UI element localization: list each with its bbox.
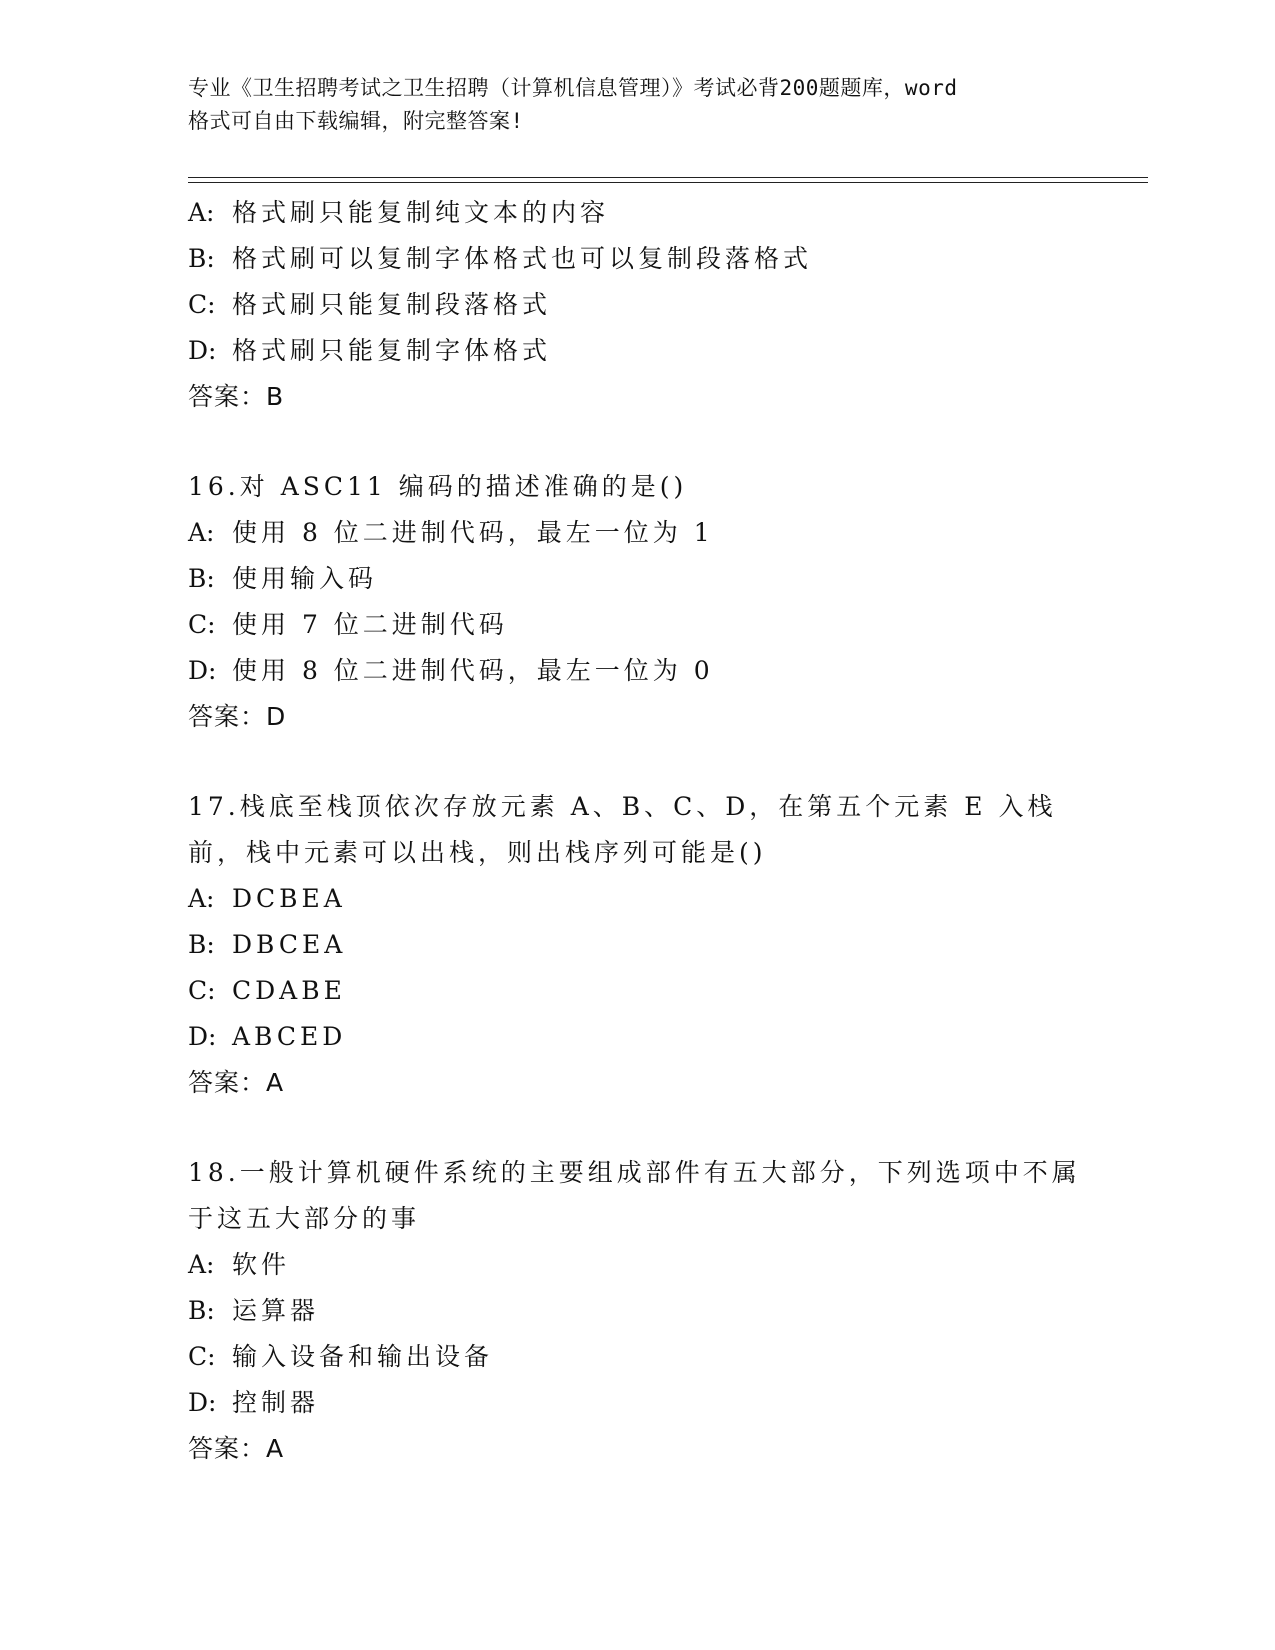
question-15-continued: [188, 190, 1088, 420]
option-letter: C:: [188, 290, 216, 319]
option-text: 软件: [232, 1250, 291, 1279]
option-text: 格式刷只能复制纯文本的内容: [232, 198, 610, 227]
option-letter: D:: [188, 1388, 217, 1417]
option-letter: B:: [188, 244, 215, 273]
option-text: 使用输入码: [232, 564, 378, 593]
question-16: [188, 464, 1088, 740]
option-b: [188, 236, 1088, 282]
option-text: 格式刷可以复制字体格式也可以复制段落格式: [232, 244, 813, 273]
option-letter: B:: [188, 1296, 215, 1325]
answer-line: 答案：D: [188, 702, 287, 731]
option-text: 格式刷只能复制段落格式: [232, 290, 552, 319]
option-text: 使用 7 位二进制代码: [232, 610, 508, 639]
option-letter: D:: [188, 656, 217, 685]
option-text: 使用 8 位二进制代码，最左一位为 0: [232, 656, 714, 685]
option-letter: C:: [188, 1342, 216, 1371]
option-d: [188, 1014, 1088, 1060]
option-c: [188, 282, 1088, 328]
question-list: [188, 190, 1088, 1472]
option-text: DBCEA: [232, 930, 347, 959]
option-b: [188, 1288, 1088, 1334]
header-rule-top: [188, 177, 1148, 178]
option-text: ABCED: [232, 1022, 347, 1051]
answer-line: 答案：A: [188, 1434, 285, 1463]
option-letter: C:: [188, 976, 216, 1005]
option-b: [188, 556, 1088, 602]
header-line-1: 专业《卫生招聘考试之卫生招聘（计算机信息管理）》考试必背200题题库，word: [188, 76, 958, 100]
header-line-2: 格式可自由下载编辑，附完整答案!: [188, 109, 524, 133]
option-a: [188, 510, 1088, 556]
answer-line: 答案：A: [188, 1068, 285, 1097]
option-d: [188, 328, 1088, 374]
option-a: [188, 1242, 1088, 1288]
option-text: 使用 8 位二进制代码，最左一位为 1: [232, 518, 714, 547]
option-letter: D:: [188, 1022, 217, 1051]
option-letter: A:: [188, 884, 215, 913]
option-text: 控制器: [232, 1388, 320, 1417]
question-title: 16.对 ASC11 编码的描述准确的是(): [188, 472, 688, 501]
option-d: [188, 648, 1088, 694]
option-c: [188, 968, 1088, 1014]
option-text: 运算器: [232, 1296, 320, 1325]
option-letter: A:: [188, 1250, 215, 1279]
question-spacer: [188, 740, 1088, 784]
question-spacer: [188, 420, 1088, 464]
option-c: [188, 1334, 1088, 1380]
header-rule-bottom: [188, 182, 1148, 183]
option-letter: B:: [188, 930, 215, 959]
option-letter: C:: [188, 610, 216, 639]
option-letter: B:: [188, 564, 215, 593]
option-letter: A:: [188, 518, 215, 547]
document-header: [188, 72, 1088, 138]
question-title: 18.一般计算机硬件系统的主要组成部件有五大部分，下列选项中不属于这五大部分的事: [188, 1158, 1081, 1233]
option-text: 格式刷只能复制字体格式: [232, 336, 552, 365]
question-title: 17.栈底至栈顶依次存放元素 A、B、C、D，在第五个元素 E 入栈前，栈中元素可以出栈，则出栈序列可能是(): [188, 792, 1057, 867]
option-text: CDABE: [232, 976, 346, 1005]
option-text: 输入设备和输出设备: [232, 1342, 494, 1371]
answer-line: 答案：B: [188, 382, 285, 411]
option-c: [188, 602, 1088, 648]
option-letter: D:: [188, 336, 217, 365]
option-d: [188, 1380, 1088, 1426]
option-a: [188, 190, 1088, 236]
option-letter: A:: [188, 198, 215, 227]
question-17: [188, 784, 1088, 1106]
question-spacer: [188, 1106, 1088, 1150]
question-18: [188, 1150, 1088, 1472]
option-text: DCBEA: [232, 884, 346, 913]
option-a: [188, 876, 1088, 922]
option-b: [188, 922, 1088, 968]
